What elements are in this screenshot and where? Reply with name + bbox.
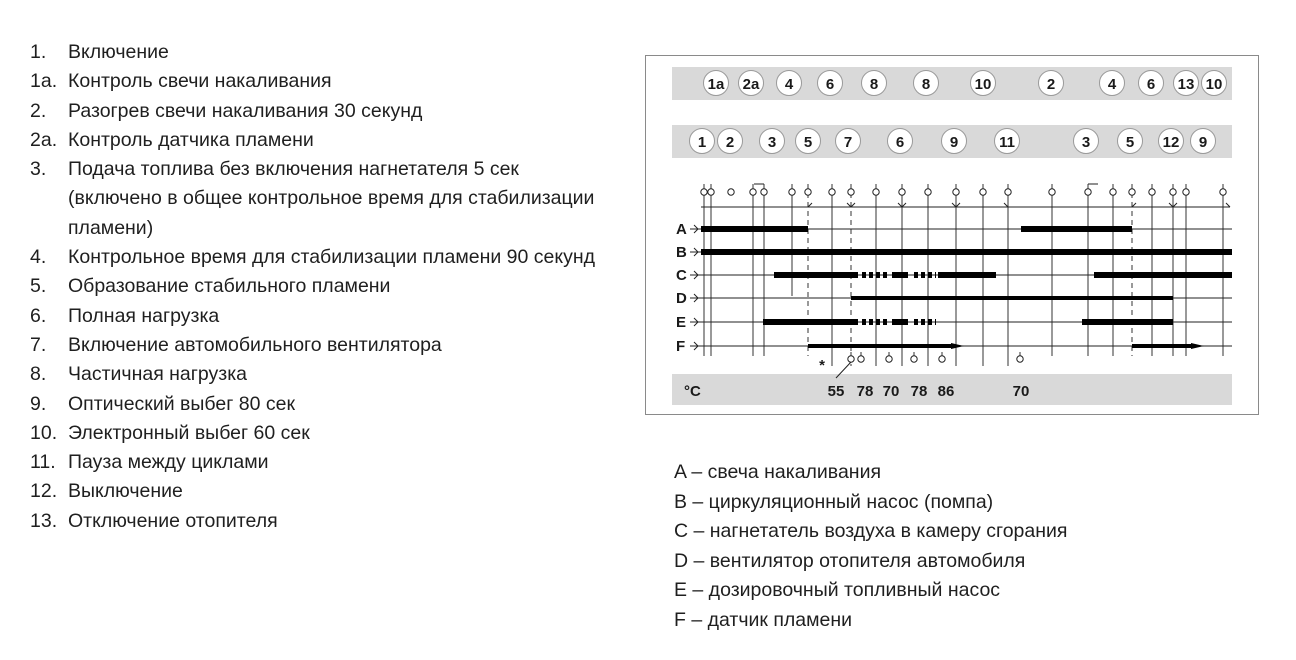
step-number: 2a. xyxy=(30,128,58,151)
step-text: Контрольное время для стабилизации пламени 90 секунд xyxy=(68,246,596,269)
interval-arrow xyxy=(851,203,855,207)
row-label: A xyxy=(676,221,687,238)
step-number: 7. xyxy=(30,333,47,356)
event-point xyxy=(848,189,854,195)
step-text: Разогрев свечи накаливания 30 секунд xyxy=(68,99,423,122)
event-point xyxy=(980,189,986,195)
legend-item: C – нагнетатель воздуха в камеру сгорания xyxy=(674,520,1068,543)
top-circle-label: 4 xyxy=(1107,76,1117,93)
step-number: 8. xyxy=(30,363,47,386)
step-text: Выключение xyxy=(68,480,183,503)
row-arrowhead xyxy=(694,294,698,298)
step-item xyxy=(30,302,610,331)
second-circle-label: 1 xyxy=(697,134,707,151)
temp-point xyxy=(848,356,854,362)
row-arrowhead xyxy=(694,298,698,302)
row-arrowhead xyxy=(694,252,698,256)
step-item xyxy=(30,155,610,243)
legend-item: B – циркуляционный насос (помпа) xyxy=(674,490,994,513)
step-number: 11. xyxy=(30,451,56,474)
temp-value-label: 55 xyxy=(827,383,845,400)
interval-arrow xyxy=(1004,203,1008,207)
timing-diagram xyxy=(645,55,1259,415)
top-circle-label: 10 xyxy=(1205,76,1223,93)
event-point xyxy=(873,189,879,195)
step-number: 6. xyxy=(30,304,47,327)
timing-diagram-svg xyxy=(646,56,1260,416)
step-text: Образование стабильного пламени xyxy=(68,275,391,298)
event-point xyxy=(789,189,795,195)
interval-arrow xyxy=(956,203,960,207)
second-circle-label: 5 xyxy=(803,134,813,151)
second-circle-label: 9 xyxy=(949,134,959,151)
top-circle-label: 4 xyxy=(784,76,794,93)
legend-item: A – свеча накаливания xyxy=(674,461,882,483)
row-label: B xyxy=(676,244,687,261)
temp-point xyxy=(858,356,864,362)
step-number: 13. xyxy=(30,509,58,532)
event-point xyxy=(899,189,905,195)
event-point xyxy=(750,189,756,195)
event-point xyxy=(829,189,835,195)
second-circle-label: 9 xyxy=(1198,134,1208,151)
row-arrowhead xyxy=(694,346,698,350)
interval-arrow xyxy=(1132,203,1136,207)
event-point xyxy=(1005,189,1011,195)
step-text: Электронный выбег 60 сек xyxy=(68,421,310,444)
event-point xyxy=(1170,189,1176,195)
legend-list xyxy=(674,458,1067,636)
event-point xyxy=(925,189,931,195)
row-arrowhead xyxy=(694,318,698,322)
top-circle-label: 13 xyxy=(1177,76,1195,93)
event-point xyxy=(805,189,811,195)
event-point xyxy=(1183,189,1189,195)
step-number: 1a. xyxy=(30,70,58,93)
step-item xyxy=(30,67,610,96)
temp-point xyxy=(939,356,945,362)
event-point xyxy=(1110,189,1116,195)
row-label: D xyxy=(676,290,687,307)
legend-item: E – дозировочный топливный насос xyxy=(674,579,1001,602)
temp-point xyxy=(1017,356,1023,362)
step-text: Полная нагрузка xyxy=(68,304,220,327)
step-item xyxy=(30,419,610,448)
step-item xyxy=(30,448,610,477)
event-point xyxy=(1129,189,1135,195)
row-arrowhead xyxy=(694,248,698,252)
second-circle-label: 7 xyxy=(843,134,853,151)
interval-arrow xyxy=(898,203,902,207)
legend-item: D – вентилятор отопителя автомобиля xyxy=(674,549,1026,572)
row-arrowhead xyxy=(694,342,698,346)
step-number: 4. xyxy=(30,246,47,269)
step-text: Частичная нагрузка xyxy=(68,363,248,386)
event-point xyxy=(1049,189,1055,195)
step-number: 5. xyxy=(30,275,47,298)
step-text: Подача топлива без включения нагнетателя 5 сек (включено в общее контрольное время для стабилизации пламени) xyxy=(68,158,595,239)
step-item xyxy=(30,243,610,272)
top-circle-label: 8 xyxy=(921,76,931,93)
top-circle-label: 2a xyxy=(742,76,760,93)
step-item xyxy=(30,390,610,419)
temp-value-label: 78 xyxy=(910,383,928,400)
step-number: 10. xyxy=(30,421,58,444)
step-item xyxy=(30,97,610,126)
temp-unit-label: °C xyxy=(684,383,701,400)
second-circle-label: 3 xyxy=(767,134,777,151)
second-circle-label: 6 xyxy=(895,134,905,151)
temp-value-label: 70 xyxy=(882,383,900,400)
step-text: Включение автомобильного вентилятора xyxy=(68,333,442,356)
top-circle-label: 8 xyxy=(869,76,879,93)
row-arrowhead xyxy=(694,275,698,279)
second-circle-label: 5 xyxy=(1125,134,1135,151)
top-circle-label: 6 xyxy=(825,76,835,93)
interval-arrow xyxy=(902,203,906,207)
row-label: C xyxy=(676,267,687,284)
step-number: 1. xyxy=(30,41,47,63)
step-number: 12. xyxy=(30,480,58,503)
row-label: F xyxy=(676,338,686,355)
row-arrowhead xyxy=(694,322,698,326)
step-item xyxy=(30,507,610,536)
event-point xyxy=(708,189,714,195)
second-circle-label: 12 xyxy=(1162,134,1180,151)
asterisk-marker: * xyxy=(819,357,825,374)
second-circle-label: 11 xyxy=(999,134,1015,151)
temp-point xyxy=(886,356,892,362)
steps-list xyxy=(30,38,610,536)
top-circle-label: 2 xyxy=(1046,76,1056,93)
step-text: Оптический выбег 80 сек xyxy=(68,392,295,415)
flame-arrowhead xyxy=(1191,343,1204,349)
second-circle-label: 3 xyxy=(1081,134,1091,151)
temp-value-label: 70 xyxy=(1012,383,1030,400)
second-circle-label: 2 xyxy=(725,134,735,151)
step-text: Контроль датчика пламени xyxy=(68,128,314,151)
event-point xyxy=(728,189,734,195)
row-label: E xyxy=(676,314,687,331)
interval-arrow xyxy=(847,203,851,207)
top-circle-label: 10 xyxy=(974,76,992,93)
temp-value-label: 78 xyxy=(856,383,874,400)
event-point xyxy=(1149,189,1155,195)
interval-arrow xyxy=(1169,203,1173,207)
event-point xyxy=(1085,189,1091,195)
temp-point xyxy=(911,356,917,362)
top-circle-label: 1a xyxy=(707,76,725,93)
step-text: Контроль свечи накаливания xyxy=(68,70,332,93)
event-point xyxy=(761,189,767,195)
step-item xyxy=(30,360,610,389)
step-text: Отключение отопителя xyxy=(68,509,278,532)
step-number: 2. xyxy=(30,99,47,122)
interval-arrow xyxy=(952,203,956,207)
step-item xyxy=(30,38,610,67)
step-item xyxy=(30,126,610,155)
row-arrowhead xyxy=(694,271,698,275)
interval-arrow xyxy=(1226,203,1230,207)
step-item xyxy=(30,272,610,301)
event-point xyxy=(953,189,959,195)
step-text: Пауза между циклами xyxy=(68,451,269,474)
row-arrowhead xyxy=(694,229,698,233)
legend-item: F – датчик пламени xyxy=(674,608,853,631)
step-number: 9. xyxy=(30,392,47,415)
top-circle-label: 6 xyxy=(1146,76,1156,93)
interval-arrow xyxy=(808,203,812,207)
flame-arrowhead xyxy=(951,343,964,349)
step-text: Включение xyxy=(68,41,169,63)
step-number: 3. xyxy=(30,158,47,181)
interval-arrow xyxy=(1173,203,1177,207)
temp-value-label: 86 xyxy=(937,383,955,400)
step-item xyxy=(30,331,610,360)
step-item xyxy=(30,477,610,506)
event-point xyxy=(701,189,707,195)
event-point xyxy=(1220,189,1226,195)
row-arrowhead xyxy=(694,225,698,229)
